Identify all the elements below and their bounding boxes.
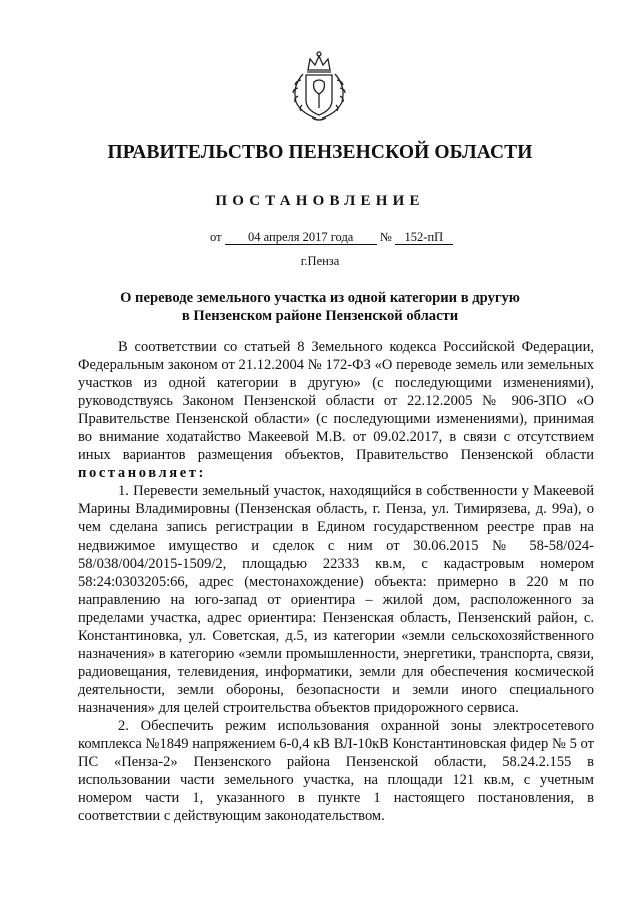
date-prefix: от bbox=[210, 230, 222, 244]
document-number: 152-пП bbox=[395, 230, 453, 245]
city: г.Пенза bbox=[300, 254, 340, 268]
number-sign: № bbox=[379, 230, 392, 244]
document-body bbox=[78, 338, 594, 825]
item-1-paragraph: 1. Перевести земельный участок, находящийся в собственности у Макеевой Марины Владимировны (Пензенская область, г. Пенза, ул. Тимирязева, д. 99а), о чем сделана запись регистрации в Едином государственном реестре прав на недвижимое имущество и сделок с ним от 30.06.2015 № 58-58/024-58/038/004/2015-1509/2, площадью 22333 кв.м, с кадастровым номером 58:24:0303205:66, адрес (местонахождение) объекта: примерно в 220 м по направлению на юго-запад от ориентира – жилой дом, расположенного за пределами участка, адрес ориентира: Пензенская область, Пензенский район, с. Константиновка, ул. Советская, д.5, из категории «земли сельскохозяйственного назначения» в категорию «земли промышленности, энергетики, транспорта, связи, радиовещания, телевидения, информатики, земли для обеспечения космической деятельности, земли обороны, безопасности и земли иного специального назначения» для целей строительства объектов придорожного сервиса. bbox=[78, 483, 594, 716]
subject-line-2: в Пензенском районе Пензенской области bbox=[181, 307, 459, 324]
subject-line-1: О переводе земельного участка из одной категории в другую bbox=[120, 290, 520, 306]
coat-of-arms-icon bbox=[286, 50, 352, 122]
preamble-text: В соответствии со статьей 8 Земельного кодекса Российской Федерации, Федеральным законом от 21.12.2004 № 172-ФЗ «О переводе земель или земельных участков из одной категории в другую» (с последующими изменениями), руководствуясь Законом Пензенской области от 22.12.2005 № 906-ЗПО «О Правительстве Пензенской области» (с последующими изменениями), принимая во внимание ходатайство Макеевой М.В. от 09.02.2017, в связи с отсутствием иных вариантов размещения объектов, Правительство Пензенской области bbox=[78, 339, 594, 464]
organization-name: ПРАВИТЕЛЬСТВО ПЕНЗЕНСКОЙ ОБЛАСТИ bbox=[107, 142, 533, 163]
preamble-paragraph bbox=[78, 338, 594, 482]
document-type: ПОСТАНОВЛЕНИЕ bbox=[215, 193, 425, 209]
item-2-paragraph: 2. Обеспечить режим использования охранной зоны электросетевого комплекса №1849 напряжением 6-0,4 кВ ВЛ-10кВ Константиновская фидер № 5 от ПС «Пенза-2» Пензенского района Пензенской области, 58.24.2.155 в использовании части земельного участка, на площади 121 кв.м, с учетным номером части 1, указанного в пункте 1 настоящего постановления, в соответствии с действующим законодательством. bbox=[78, 717, 594, 825]
document-date: 04 апреля 2017 года bbox=[225, 230, 377, 245]
document-subject bbox=[0, 290, 640, 325]
date-number-line bbox=[210, 230, 453, 245]
decree-word: постановляет: bbox=[78, 465, 206, 482]
